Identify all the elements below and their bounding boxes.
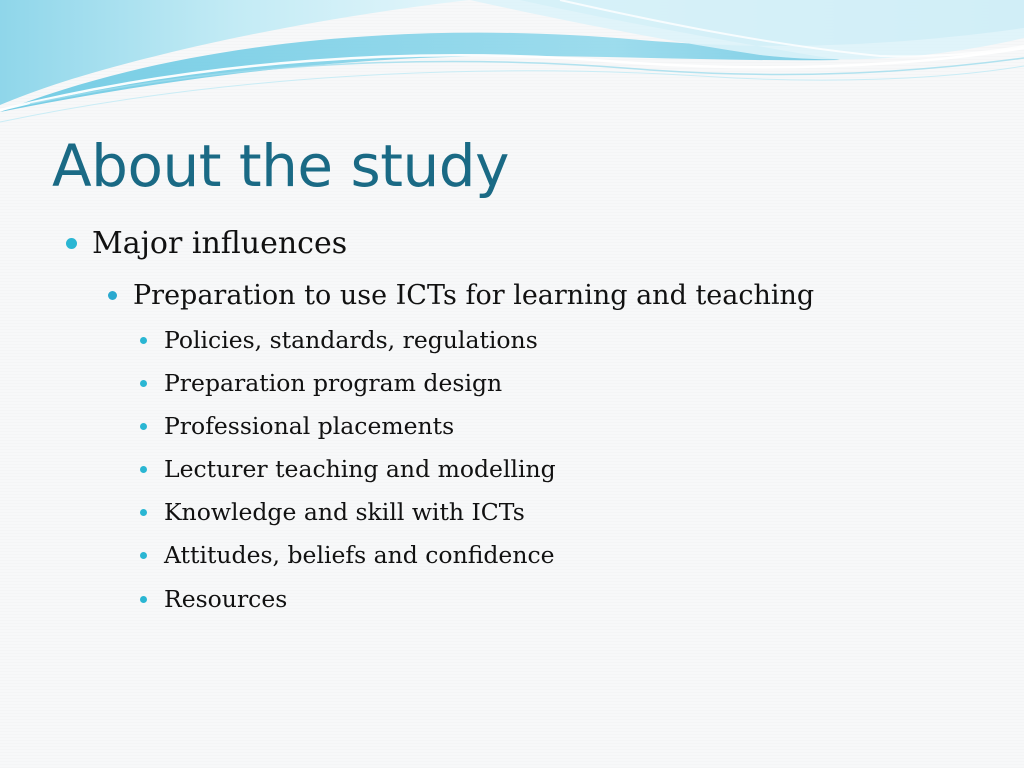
bullet-level3-item: Lecturer teaching and modelling <box>164 455 556 483</box>
bullet-level3-item: Knowledge and skill with ICTs <box>164 498 525 526</box>
header-wave-decoration <box>0 0 1024 130</box>
bullet-icon <box>140 509 147 516</box>
bullet-icon <box>140 380 147 387</box>
bullet-level1-text: Major influences <box>92 226 348 261</box>
bullet-icon <box>140 337 147 344</box>
bullet-level3-item: Resources <box>164 585 288 613</box>
bullet-icon <box>140 466 147 473</box>
bullet-level3-item: Preparation program design <box>164 369 503 397</box>
bullet-icon <box>66 238 77 249</box>
bullet-icon <box>140 596 147 603</box>
bullet-level2-text: Preparation to use ICTs for learning and teaching <box>133 280 815 311</box>
slide-title: About the study <box>52 132 509 200</box>
bullet-level3-item: Policies, standards, regulations <box>164 326 538 354</box>
bullet-level3-item: Attitudes, beliefs and confidence <box>164 541 555 569</box>
bullet-icon <box>108 291 117 300</box>
bullet-icon <box>140 552 147 559</box>
bullet-icon <box>140 423 147 430</box>
bullet-level3-item: Professional placements <box>164 412 455 440</box>
